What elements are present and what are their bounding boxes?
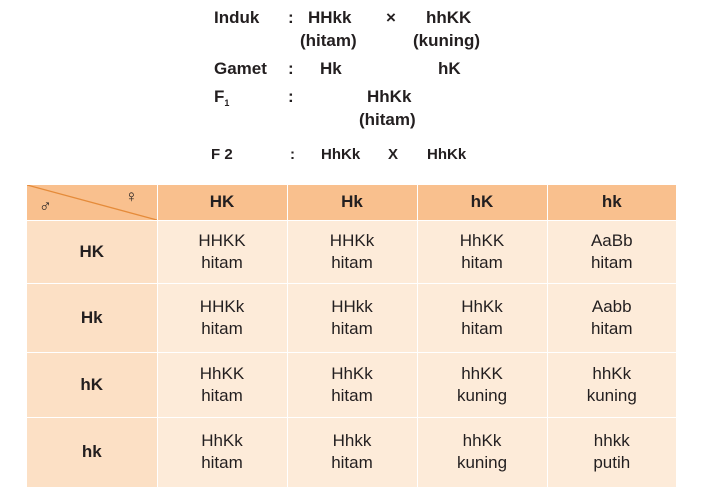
cell-genotype: Aabb bbox=[591, 296, 632, 316]
induk-parent1-genotype: HHkk bbox=[308, 8, 352, 27]
gamet-colon: : bbox=[288, 59, 294, 78]
f1-phenotype: (hitam) bbox=[359, 110, 416, 129]
f2-parent2-genotype: HhKk bbox=[427, 146, 467, 163]
cell-genotype: hhkk bbox=[593, 431, 630, 451]
table-cell bbox=[157, 220, 287, 283]
table-cell bbox=[287, 220, 417, 283]
table-cell bbox=[157, 352, 287, 417]
cell-phenotype: hitam bbox=[331, 252, 373, 272]
cell-genotype: hhKk bbox=[462, 431, 502, 451]
induk-colon: : bbox=[288, 8, 294, 27]
gamet-label: Gamet bbox=[214, 59, 267, 78]
cell-phenotype: hitam bbox=[201, 252, 243, 272]
cell-genotype: hhKK bbox=[461, 363, 503, 383]
corner-cell bbox=[27, 185, 157, 220]
table-cell bbox=[157, 417, 287, 487]
cell-genotype: HhKK bbox=[459, 230, 505, 250]
cell-phenotype: hitam bbox=[201, 318, 243, 338]
table-cell bbox=[287, 352, 417, 417]
cell-phenotype: hitam bbox=[461, 318, 503, 338]
cell-genotype: HHKk bbox=[199, 296, 245, 316]
f1-subscript: 1 bbox=[224, 98, 230, 108]
induk-parent1-phenotype: (hitam) bbox=[300, 31, 357, 50]
f2-cross-symbol: X bbox=[388, 146, 399, 163]
cell-genotype: HhKk bbox=[201, 431, 243, 451]
table-header-row bbox=[27, 185, 676, 220]
f2-colon: : bbox=[290, 146, 295, 163]
column-header: HK bbox=[157, 185, 287, 220]
table-row bbox=[27, 283, 676, 352]
table-cell bbox=[417, 417, 547, 487]
table-row bbox=[27, 352, 676, 417]
table-row bbox=[27, 220, 676, 283]
row-header: hK bbox=[27, 352, 157, 417]
cell-phenotype: hitam bbox=[201, 453, 243, 473]
table-cell bbox=[547, 352, 676, 417]
cell-phenotype: hitam bbox=[201, 385, 243, 405]
column-header: Hk bbox=[287, 185, 417, 220]
f1-colon: : bbox=[288, 87, 294, 106]
cell-phenotype: kuning bbox=[586, 385, 637, 405]
male-symbol-icon: ♂ bbox=[39, 197, 52, 216]
cell-phenotype: hitam bbox=[331, 318, 373, 338]
row-header: Hk bbox=[27, 283, 157, 352]
f1-label: $F_1$ bbox=[214, 87, 230, 108]
cell-phenotype: kuning bbox=[456, 385, 508, 405]
cell-genotype: AaBb bbox=[590, 230, 633, 250]
cell-genotype: HHKK bbox=[198, 230, 246, 250]
table-cell bbox=[417, 283, 547, 352]
table-cell bbox=[547, 283, 676, 352]
cell-genotype: hhKk bbox=[592, 363, 632, 383]
cell-genotype: HhKK bbox=[199, 363, 245, 383]
female-symbol-icon: ♀ bbox=[125, 187, 138, 206]
row-header: HK bbox=[27, 220, 157, 283]
gamet-2: hK bbox=[438, 59, 461, 78]
gamet-1: Hk bbox=[320, 59, 342, 78]
induk-parent2-genotype: hhKK bbox=[426, 8, 472, 27]
f2-parent1-genotype: HhKk bbox=[321, 146, 361, 163]
cell-genotype: HhKk bbox=[331, 363, 373, 383]
cell-genotype: Hhkk bbox=[332, 431, 372, 451]
f1-genotype: HhKk bbox=[367, 87, 412, 106]
punnett-square-table bbox=[27, 185, 676, 487]
table-cell bbox=[547, 220, 676, 283]
table-cell bbox=[417, 352, 547, 417]
cell-genotype: HHkk bbox=[331, 296, 373, 316]
table-cell bbox=[547, 417, 676, 487]
column-header: hk bbox=[547, 185, 676, 220]
table-cell bbox=[287, 417, 417, 487]
cell-phenotype: hitam bbox=[331, 453, 373, 473]
cell-phenotype: putih bbox=[593, 453, 631, 473]
cell-phenotype: kuning bbox=[456, 453, 508, 473]
induk-cross-symbol: × bbox=[386, 8, 396, 27]
table-cell bbox=[417, 220, 547, 283]
induk-label: Induk bbox=[214, 8, 260, 27]
cell-phenotype: hitam bbox=[590, 318, 633, 338]
row-header: hk bbox=[27, 417, 157, 487]
table-cell bbox=[157, 283, 287, 352]
cell-phenotype: hitam bbox=[461, 252, 503, 272]
cell-phenotype: hitam bbox=[590, 252, 633, 272]
table-cell bbox=[287, 283, 417, 352]
table-row bbox=[27, 417, 676, 487]
cell-genotype: HhKk bbox=[461, 296, 503, 316]
f2-label: F 2 bbox=[211, 146, 233, 163]
cell-phenotype: hitam bbox=[331, 385, 373, 405]
column-header: hK bbox=[417, 185, 547, 220]
induk-parent2-phenotype: (kuning) bbox=[413, 31, 481, 50]
cell-genotype: HHKk bbox=[329, 230, 375, 250]
